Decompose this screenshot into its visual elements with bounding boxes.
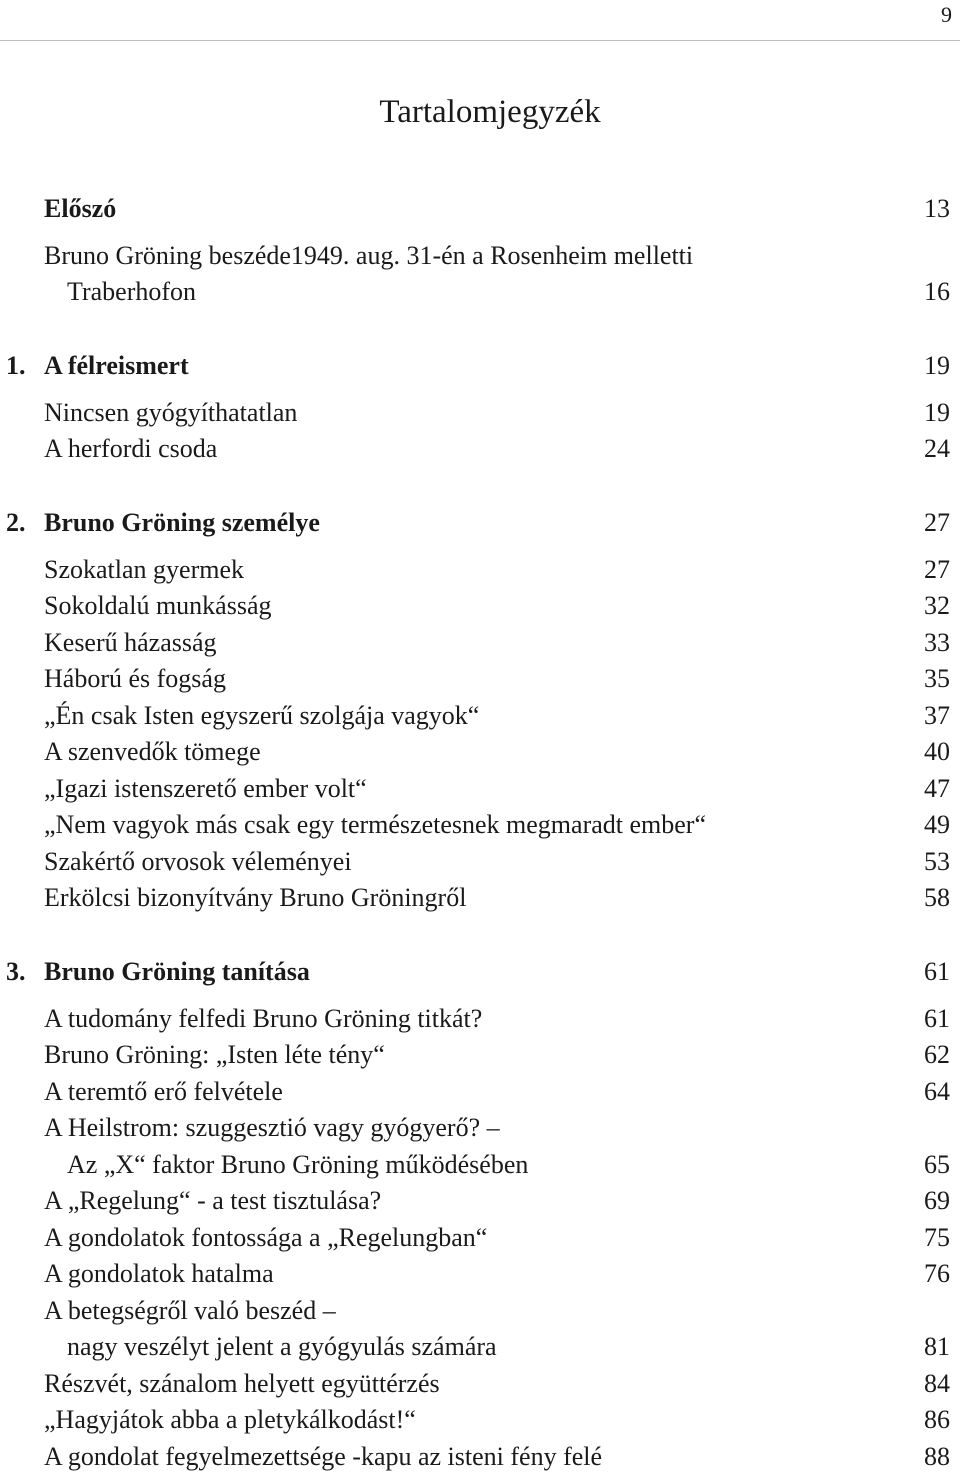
toc-entry[interactable] — [0, 238, 960, 275]
toc-title: Szokatlan gyermek — [44, 554, 244, 584]
toc-title: Szakértő orvosok véleményei — [44, 846, 352, 876]
toc-page: 88 — [924, 1441, 950, 1471]
toc-page: 27 — [924, 554, 950, 584]
toc-title: Háború és fogság — [44, 664, 226, 693]
toc-title: A Heilstrom: szuggesztió vagy gyógyerő? – — [44, 1113, 500, 1142]
toc-page: 65 — [924, 1149, 950, 1179]
toc-page: 64 — [924, 1076, 950, 1106]
toc-entry[interactable] — [0, 1293, 960, 1330]
toc-title: A tudomány felfedi Bruno Gröning titkát? — [44, 1003, 483, 1033]
toc-page: 53 — [924, 846, 950, 876]
toc-entry[interactable] — [0, 348, 960, 385]
toc-page: 37 — [924, 700, 950, 730]
toc-title: A szenvedők tömege — [44, 737, 261, 766]
toc-title: Bruno Gröning személye — [44, 508, 320, 537]
toc-title: Előszó — [44, 194, 117, 223]
toc-entry[interactable] — [0, 1366, 960, 1403]
toc-number: 2. — [6, 508, 26, 537]
page-number: 9 — [941, 2, 952, 27]
toc-page: 35 — [924, 664, 950, 693]
toc-entry[interactable] — [0, 1402, 960, 1439]
toc-entry[interactable] — [0, 395, 960, 432]
toc-title: A gondolatok fontossága a „Regelungban“ — [44, 1222, 488, 1252]
toc-entry[interactable] — [0, 1147, 960, 1184]
toc-page: 40 — [924, 737, 950, 766]
toc-page: 33 — [924, 627, 950, 657]
toc-page: 84 — [924, 1368, 950, 1398]
toc-entry[interactable] — [0, 807, 960, 844]
toc-page: 27 — [924, 508, 950, 537]
toc-entry[interactable] — [0, 880, 960, 917]
toc-entry[interactable] — [0, 431, 960, 468]
toc-title: „Igazi istenszerető ember volt“ — [44, 773, 367, 803]
toc-title: A „Regelung“ - a test tisztulása? — [44, 1186, 382, 1215]
toc-entry[interactable] — [0, 191, 960, 228]
toc-entry[interactable] — [0, 771, 960, 808]
toc-entry[interactable] — [0, 734, 960, 771]
toc-page: 61 — [924, 1003, 950, 1033]
toc-title: „Hagyjátok abba a pletykálkodást!“ — [44, 1405, 416, 1434]
toc-title: A gondolatok hatalma — [44, 1259, 274, 1288]
toc-page: 24 — [924, 434, 950, 463]
toc-title: Keserű házasság — [44, 627, 217, 657]
toc-page: 58 — [924, 883, 950, 912]
toc-title: A betegségről való beszéd – — [44, 1295, 336, 1325]
toc-title: Részvét, szánalom helyett együttérzés — [44, 1368, 440, 1398]
toc-page: 81 — [924, 1332, 950, 1361]
toc-title: A gondolat fegyelmezettsége -kapu az isteni fény felé — [44, 1441, 603, 1471]
toc-page: 75 — [924, 1222, 950, 1252]
toc-page: 69 — [924, 1186, 950, 1215]
toc-page: 62 — [924, 1040, 950, 1069]
toc-entry[interactable] — [0, 625, 960, 662]
toc-number: 1. — [6, 351, 26, 380]
toc-entry[interactable] — [0, 954, 960, 991]
toc-title: Erkölcsi bizonyítvány Bruno Gröningről — [44, 883, 467, 912]
toc-page: 61 — [924, 957, 950, 986]
toc-entry[interactable] — [0, 274, 960, 311]
toc-page: 16 — [924, 277, 950, 306]
toc-entry[interactable] — [0, 1001, 960, 1038]
toc-title: „Nem vagyok más csak egy természetesnek megmaradt ember“ — [44, 810, 706, 839]
toc-title: Sokoldalú munkásság — [44, 591, 272, 620]
toc-page: 47 — [924, 773, 950, 803]
toc-page: 86 — [924, 1405, 950, 1434]
toc-page: 76 — [924, 1259, 950, 1288]
toc-entry[interactable] — [0, 1329, 960, 1366]
toc-title: A félreismert — [44, 351, 189, 380]
toc-title: nagy veszélyt jelent a gyógyulás számára — [67, 1332, 497, 1361]
toc-title: „Én csak Isten egyszerű szolgája vagyok“ — [44, 700, 480, 730]
toc-entry[interactable] — [0, 552, 960, 589]
toc-page: 49 — [924, 810, 950, 839]
toc-page: 32 — [924, 591, 950, 620]
toc-title: Az „X“ faktor Bruno Gröning működésében — [67, 1149, 529, 1179]
toc-entry[interactable] — [0, 1256, 960, 1293]
toc-entry[interactable] — [0, 505, 960, 542]
toc-entry[interactable] — [0, 1183, 960, 1220]
toc-entry[interactable] — [0, 844, 960, 881]
table-of-contents — [0, 191, 960, 1475]
toc-title: Bruno Gröning: „Isten léte tény“ — [44, 1040, 385, 1069]
toc-title: A herfordi csoda — [44, 434, 218, 463]
toc-entry[interactable] — [0, 588, 960, 625]
toc-entry[interactable] — [0, 1220, 960, 1257]
toc-page: 19 — [924, 351, 950, 380]
toc-page: 13 — [924, 194, 950, 223]
toc-title: Nincsen gyógyíthatatlan — [44, 397, 298, 427]
toc-entry[interactable] — [0, 1439, 960, 1476]
toc-title: A teremtő erő felvétele — [44, 1076, 283, 1106]
toc-title: Bruno Gröning beszéde1949. aug. 31-én a Rosenheim melletti — [44, 240, 694, 270]
toc-number: 3. — [6, 957, 26, 986]
header-rule — [0, 40, 960, 41]
toc-entry[interactable] — [0, 1110, 960, 1147]
toc-entry[interactable] — [0, 698, 960, 735]
page-title: Tartalomjegyzék — [379, 94, 601, 130]
toc-entry[interactable] — [0, 661, 960, 698]
toc-title: Bruno Gröning tanítása — [44, 957, 310, 986]
toc-title: Traberhofon — [67, 277, 197, 306]
toc-page: 19 — [924, 397, 950, 427]
toc-entry[interactable] — [0, 1074, 960, 1111]
toc-entry[interactable] — [0, 1037, 960, 1074]
